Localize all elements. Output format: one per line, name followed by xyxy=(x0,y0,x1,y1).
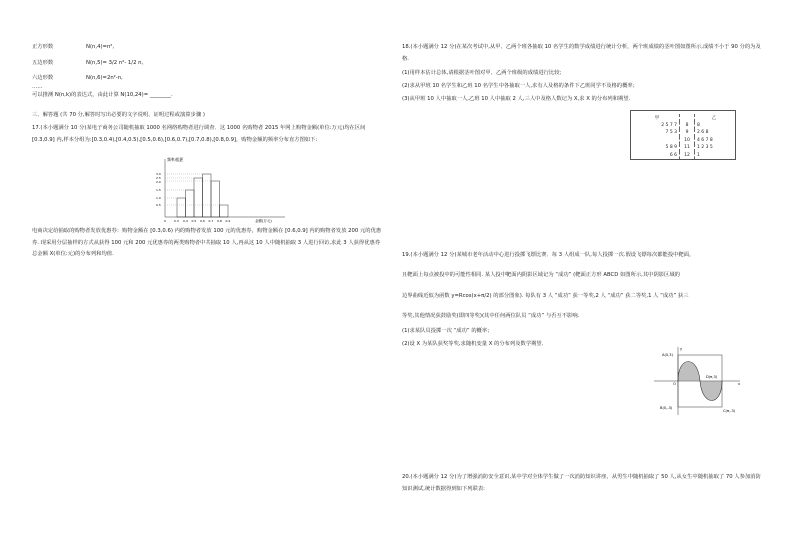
hist-xlabel: 金额(万元) xyxy=(255,219,272,223)
question-19-line-2: 且靶面上每点被投中的可能性相同. 某人投中靶面内阴影区域记为 “成功” (靶面正方形 ABCD 如图所示,其中阴影区域的 xyxy=(402,272,680,278)
hist-ytick: 3.0 xyxy=(156,172,161,176)
stem-row-stem: 9 xyxy=(680,129,695,137)
stem-row-right: 8 xyxy=(697,122,700,128)
list-ellipsis: …… xyxy=(32,84,43,90)
fig-label-a: A(0,3) xyxy=(662,353,673,357)
stem-row-right: 1 2 3 5 xyxy=(697,145,713,151)
section-heading: 三、解答题 (共 70 分,解答时写出必要的文字说明、证明过程或演算步骤 ) xyxy=(32,112,205,118)
hist-xtick: 0.4 xyxy=(183,219,188,223)
question-18-part-3: (3)从甲班 10 人中抽取一人,乙班 10 人中抽取 2 人,三人中及格人数记为 X,求 X 的分布列和期望. xyxy=(402,96,631,102)
stem-row-left: 7 5 3 xyxy=(665,130,677,136)
hist-xtick: 0.8 xyxy=(217,219,222,223)
hist-xtick: 0.7 xyxy=(208,219,214,223)
question-19-line-3: 边界曲线近似为函数 y=Rcos(x+π/2) 的部分图象). 每队有 3 人 “成功” 获一等奖,2 人 “成功” 获二等奖,1 人 “成功” 获三 xyxy=(402,293,689,299)
question-19-line-1: 19.(本小题满分 12 分)某城市老年活动中心进行投掷飞镖比赛．每 3 人组成一队,每人投掷一次.假设飞镖每次都能投中靶面， xyxy=(402,252,695,258)
dartboard-figure xyxy=(652,345,744,417)
hist-xtick: 0 xyxy=(164,219,166,223)
list-label-hexagon: 六边形数 xyxy=(32,75,54,81)
fig-label-d: D(π,3) xyxy=(706,375,718,379)
fig-label-x: x xyxy=(738,382,741,386)
question-19-line-4: 等奖,其他情况获鼓励奖(即四等奖)(其中任何两位队员 “成功” 与否互不影响. xyxy=(402,313,580,319)
stem-row-left: 5 8 9 xyxy=(665,145,677,151)
infer-text: 可以推测 N(n,k)的表达式，由此计算 N(10,24)= ________. xyxy=(32,92,173,98)
question-18-part-1: (1)用样本估计总体,请根据茎叶图对甲、乙两个班级的成绩进行比较； xyxy=(402,70,565,76)
stem-row-left xyxy=(635,137,680,145)
list-formula-hexagon: N(n,6)=2n²-n, xyxy=(86,75,123,81)
question-18: 18.(本小题满分 12 分)在某次考试中,从甲、乙两个班各抽取 10 名学生的数学成绩进行统计分析，两个班成绩的茎叶图如图所示,成绩不小于 90 分的为及格. xyxy=(402,44,761,62)
stem-row-right: 1 xyxy=(697,152,700,158)
question-19-part-2: (2)设 X 为某队获奖等奖,求随机变量 X 的分布列及数学期望. xyxy=(402,341,544,347)
stem-head-right: 乙 xyxy=(711,115,717,121)
hist-ytick: 2.5 xyxy=(156,176,161,180)
hist-xtick: 0.9 xyxy=(225,219,231,223)
stem-row-stem: 10 xyxy=(680,137,695,145)
fig-label-o: O xyxy=(673,382,676,386)
question-17: 17.(本小题满分 10 分)某电子商务公司随机抽取 1000 名网络购物者进行调查．这 1000 名购物者 2015 年网上购物金额(单位:万元)均在区间 [0.3,0.9] 内,样本分组为:[0.3,0.4),[0.4,0.5),[0.5,0.6),[0.6,0.7),[0.7,0.8),[0.8,0.9]，购物金额的频率分布直方图如下: xyxy=(32,125,366,143)
histogram-figure xyxy=(155,155,295,225)
hist-ytick: 1.0 xyxy=(156,196,161,200)
stem-leaf-plot xyxy=(630,110,736,160)
hist-ylabel: 频率/组距 xyxy=(167,157,184,162)
stem-row-stem: 8 xyxy=(680,122,695,130)
fig-label-y: y xyxy=(680,347,683,351)
list-formula-pentagon: N(n,5)= 3/2 n²- 1/2 n, xyxy=(86,60,144,66)
hist-xtick: 0.3 xyxy=(174,219,179,223)
hist-ytick: 2.0 xyxy=(156,180,161,184)
stem-row-stem: 11 xyxy=(680,144,695,152)
hist-xtick: 0.5 xyxy=(191,219,197,223)
stem-row-left: 2 5 7 7 xyxy=(661,122,677,128)
hist-ytick: 0.5 xyxy=(156,203,161,207)
fig-label-b: B(0,-3) xyxy=(660,406,673,410)
question-20: 20.(本小题满分 12 分)为了增强消防安全意识,某中学对全体学生做了一次消防知识讲座，从男生中随机抽取了 50 人,从女生中随机抽取了 70 人参加消防知识测试,统计数据得到如下列联表: xyxy=(402,474,761,492)
list-label-pentagon: 五边形数 xyxy=(32,60,54,66)
stem-row-left: 6 6 xyxy=(669,152,677,158)
stem-row-right: 4 6 7 8 xyxy=(697,137,713,143)
hist-ytick: 1.5 xyxy=(156,188,161,192)
list-formula-square: N(n,4)=n², xyxy=(86,44,115,50)
question-18-part-2: (2)求从甲班 10 名学生和乙班 10 名学生中各抽取一人,求有人及格的条件下乙班同学不及格的概率； xyxy=(402,83,638,89)
hist-xtick: 0.6 xyxy=(200,219,205,223)
stem-head-left: 甲 xyxy=(654,115,660,121)
fig-label-c: C(π,-3) xyxy=(723,409,736,413)
question-19-part-1: (1)求某队员投掷一次 “成功” 的概率； xyxy=(402,328,493,334)
stem-row-right: 2 6 8 xyxy=(697,130,709,136)
stem-row-stem: 12 xyxy=(680,152,695,160)
list-label-square: 正方形数 xyxy=(32,44,54,50)
question-17-part-b: 电商决定给抽取的购物者发放优惠券：购物金额在 [0.3,0.6) 内的购物者发放 100 元的优惠券，购物金额在 [0.6,0.9] 内的购物者发放 200 元的优惠券. 现采用分层抽样的方式从获得 100 元和 200 元优惠券的两类购物者中共抽取 10 人,再从这 10 人中随机抽取 3 人进行回访,求此 3 人获得优惠券总金额 X(单位:元)的分布列和均值. xyxy=(32,228,382,257)
